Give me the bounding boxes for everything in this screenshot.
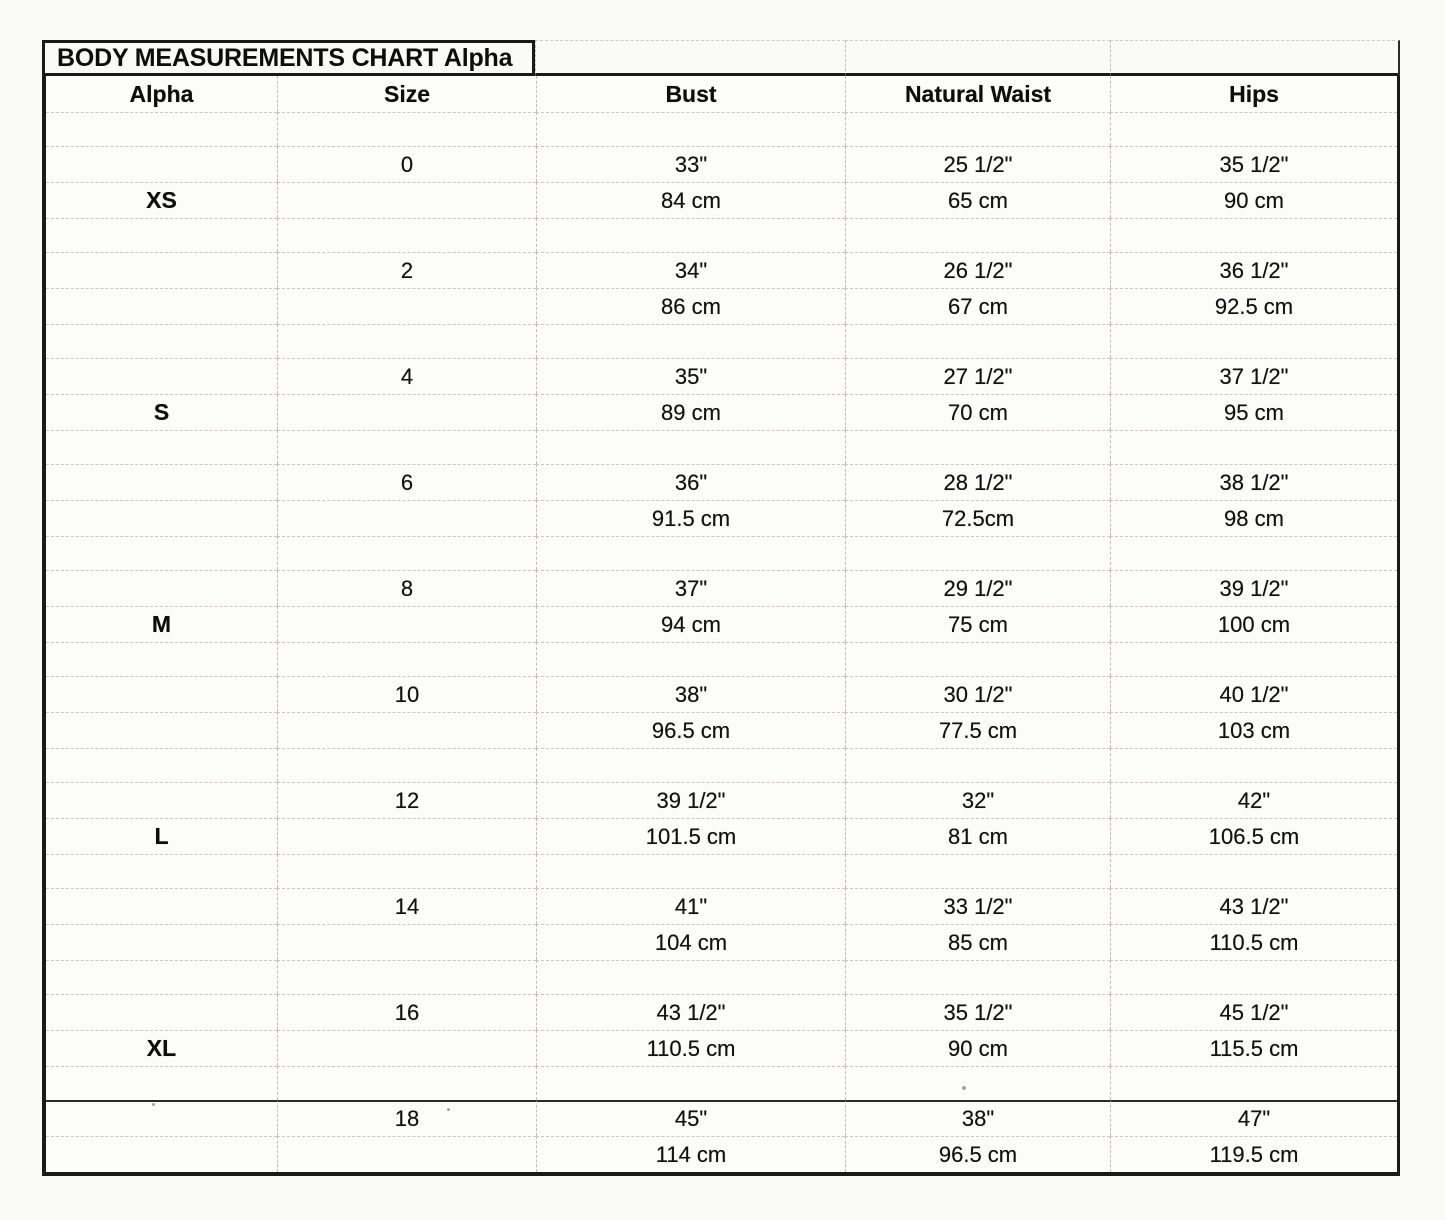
empty-cell [46,288,277,324]
bust-inches-cell: 34" [536,252,845,288]
waist-inches-cell: 32" [845,782,1110,818]
empty-cell [277,606,536,642]
size-6-inches-row [46,464,1397,500]
spacer-row [46,1066,1397,1100]
scanned-size-chart-page [42,40,1400,1176]
spacer-row [46,960,1397,994]
hips-cm-cell: 92.5 cm [1110,288,1397,324]
alpha-label-xs: XS [46,182,277,218]
hips-cm-cell: 106.5 cm [1110,818,1397,854]
bust-cm-cell: 110.5 cm [536,1030,845,1066]
empty-cell [1110,40,1400,76]
col-header-hips: Hips [1110,76,1397,112]
size-18-inches-row [46,1100,1397,1136]
bust-inches-cell: 41" [536,888,845,924]
hips-inches-cell: 43 1/2" [1110,888,1397,924]
bust-inches-cell: 33" [536,146,845,182]
hips-cm-cell: 115.5 cm [1110,1030,1397,1066]
bust-inches-cell: 36" [536,464,845,500]
spacer-row [46,748,1397,782]
empty-cell [46,500,277,536]
scan-speck [152,1103,155,1106]
size-cell: 12 [277,782,536,818]
hips-inches-cell: 42" [1110,782,1397,818]
scan-speck [962,1086,966,1090]
size-16-inches-row [46,994,1397,1030]
page-title: BODY MEASUREMENTS CHART Alpha [42,40,535,76]
empty-cell [535,40,845,76]
empty-cell [46,676,277,712]
empty-cell [277,1136,536,1172]
size-10-cm-row [46,712,1397,748]
scan-speck [447,1108,450,1111]
empty-cell [277,1030,536,1066]
waist-inches-cell: 29 1/2" [845,570,1110,606]
bust-cm-cell: 84 cm [536,182,845,218]
size-18-cm-row [46,1136,1397,1172]
waist-cm-cell: 81 cm [845,818,1110,854]
size-cell: 6 [277,464,536,500]
size-8-inches-row [46,570,1397,606]
empty-cell [46,994,277,1030]
bust-inches-cell: 35" [536,358,845,394]
size-cell: 10 [277,676,536,712]
waist-cm-cell: 90 cm [845,1030,1110,1066]
alpha-label-l: L [46,818,277,854]
spacer-row [46,536,1397,570]
spacer-row [46,854,1397,888]
empty-cell [277,500,536,536]
empty-cell [277,394,536,430]
empty-cell [46,1136,277,1172]
empty-cell [46,1100,277,1136]
size-cell: 4 [277,358,536,394]
hips-cm-cell: 98 cm [1110,500,1397,536]
empty-cell [46,146,277,182]
hips-inches-cell: 40 1/2" [1110,676,1397,712]
empty-cell [46,782,277,818]
waist-cm-cell: 96.5 cm [845,1136,1110,1172]
waist-inches-cell: 26 1/2" [845,252,1110,288]
size-6-cm-row [46,500,1397,536]
empty-cell [46,570,277,606]
waist-inches-cell: 33 1/2" [845,888,1110,924]
hips-cm-cell: 100 cm [1110,606,1397,642]
size-cell: 0 [277,146,536,182]
empty-cell [277,924,536,960]
table-header-row [46,76,1397,112]
hips-inches-cell: 37 1/2" [1110,358,1397,394]
bust-inches-cell: 38" [536,676,845,712]
size-10-inches-row [46,676,1397,712]
size-0-cm-row [46,182,1397,218]
size-cell: 18 [277,1100,536,1136]
spacer-row [46,218,1397,252]
size-14-cm-row [46,924,1397,960]
col-header-natural-waist: Natural Waist [845,76,1110,112]
size-cell: 14 [277,888,536,924]
waist-cm-cell: 72.5cm [845,500,1110,536]
size-4-inches-row [46,358,1397,394]
size-2-inches-row [46,252,1397,288]
hips-cm-cell: 110.5 cm [1110,924,1397,960]
waist-inches-cell: 27 1/2" [845,358,1110,394]
col-header-alpha: Alpha [129,80,194,107]
size-16-cm-row [46,1030,1397,1066]
hips-inches-cell: 35 1/2" [1110,146,1397,182]
bust-cm-cell: 101.5 cm [536,818,845,854]
empty-cell [46,358,277,394]
spacer-row [46,112,1397,146]
bust-cm-cell: 86 cm [536,288,845,324]
alpha-label-xl: XL [46,1030,277,1066]
size-12-inches-row [46,782,1397,818]
bust-inches-cell: 39 1/2" [536,782,845,818]
bust-cm-cell: 104 cm [536,924,845,960]
bust-cm-cell: 114 cm [536,1136,845,1172]
empty-cell [46,712,277,748]
size-14-inches-row [46,888,1397,924]
bust-cm-cell: 91.5 cm [536,500,845,536]
hips-inches-cell: 39 1/2" [1110,570,1397,606]
col-header-bust: Bust [536,76,845,112]
bust-cm-cell: 89 cm [536,394,845,430]
hips-inches-cell: 38 1/2" [1110,464,1397,500]
bust-inches-cell: 45" [536,1100,845,1136]
empty-cell [46,924,277,960]
spacer-row [46,642,1397,676]
bust-cm-cell: 94 cm [536,606,845,642]
bust-inches-cell: 43 1/2" [536,994,845,1030]
size-4-cm-row [46,394,1397,430]
spacer-row [46,324,1397,358]
waist-inches-cell: 35 1/2" [845,994,1110,1030]
waist-inches-cell: 30 1/2" [845,676,1110,712]
waist-cm-cell: 65 cm [845,182,1110,218]
waist-cm-cell: 77.5 cm [845,712,1110,748]
empty-cell [46,252,277,288]
alpha-label-s: S [46,394,277,430]
size-8-cm-row [46,606,1397,642]
empty-cell [46,464,277,500]
size-cell: 8 [277,570,536,606]
waist-cm-cell: 70 cm [845,394,1110,430]
empty-cell [277,182,536,218]
body-measurements-table [42,73,1400,1176]
bust-inches-cell: 37" [536,570,845,606]
waist-cm-cell: 75 cm [845,606,1110,642]
bust-cm-cell: 96.5 cm [536,712,845,748]
size-0-inches-row [46,146,1397,182]
empty-cell [277,712,536,748]
hips-cm-cell: 119.5 cm [1110,1136,1397,1172]
waist-inches-cell: 38" [845,1100,1110,1136]
hips-cm-cell: 90 cm [1110,182,1397,218]
title-row [42,40,1400,76]
empty-cell [277,288,536,324]
hips-inches-cell: 45 1/2" [1110,994,1397,1030]
waist-cm-cell: 67 cm [845,288,1110,324]
waist-inches-cell: 28 1/2" [845,464,1110,500]
empty-cell [277,818,536,854]
empty-cell [845,40,1110,76]
hips-cm-cell: 103 cm [1110,712,1397,748]
size-cell: 16 [277,994,536,1030]
spacer-row [46,430,1397,464]
size-2-cm-row [46,288,1397,324]
hips-inches-cell: 36 1/2" [1110,252,1397,288]
size-cell: 2 [277,252,536,288]
hips-inches-cell: 47" [1110,1100,1397,1136]
size-12-cm-row [46,818,1397,854]
waist-inches-cell: 25 1/2" [845,146,1110,182]
hips-cm-cell: 95 cm [1110,394,1397,430]
alpha-label-m: M [46,606,277,642]
empty-cell [46,888,277,924]
waist-cm-cell: 85 cm [845,924,1110,960]
col-header-size: Size [277,76,536,112]
